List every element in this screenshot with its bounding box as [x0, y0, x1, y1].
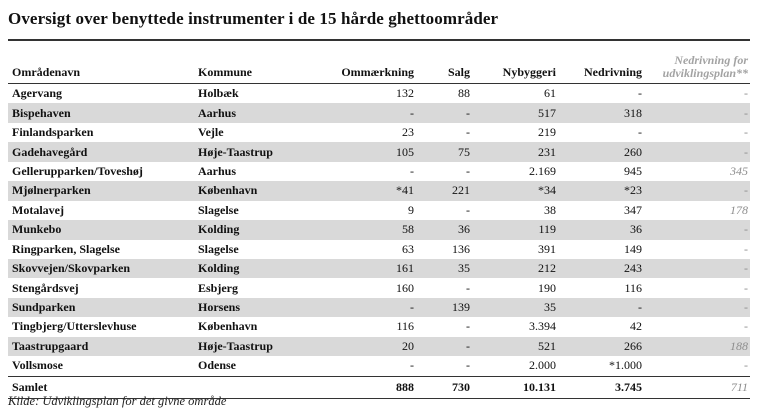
header-kommune: Kommune [194, 44, 300, 84]
table-row [8, 123, 750, 142]
total-label: Samlet [8, 376, 194, 398]
cell-salg: 35 [418, 259, 474, 278]
header-ommaerkning: Ommærkning [300, 44, 418, 84]
table-header-row [8, 44, 750, 84]
cell-nedrivning: *1.000 [560, 356, 646, 376]
cell-ommaerkning: - [300, 103, 418, 122]
cell-nedrivning-plan: - [646, 181, 750, 200]
total-nybyggeri: 10.131 [474, 376, 560, 398]
cell-nedrivning-plan: - [646, 356, 750, 376]
cell-nedrivning: 116 [624, 280, 642, 295]
table-body [8, 84, 750, 377]
header-nedrivning-udviklingsplan [646, 44, 750, 84]
cell-nedrivning: - [638, 86, 642, 101]
cell-nedrivning: 318 [560, 103, 646, 122]
table-row [8, 278, 750, 297]
header-nedrivning: Nedrivning [560, 44, 646, 84]
cell-salg: - [466, 125, 470, 140]
cell-kommune: Aarhus [194, 103, 300, 122]
total-ommaerkning: 888 [300, 376, 418, 398]
table-row [8, 84, 750, 104]
cell-salg: - [418, 337, 474, 356]
table-row [8, 103, 750, 122]
cell-omraade: Finlandsparken [12, 125, 94, 140]
cell-salg: 221 [418, 181, 474, 200]
cell-ommaerkning: - [300, 298, 418, 317]
cell-omraade: Gadehavegård [8, 142, 194, 161]
cell-nedrivning: - [638, 125, 642, 140]
cell-nedrivning-plan: - [744, 241, 748, 256]
cell-nedrivning: 243 [560, 259, 646, 278]
cell-nedrivning-plan: - [646, 298, 750, 317]
cell-nybyggeri: 35 [474, 298, 560, 317]
cell-nybyggeri: 521 [474, 337, 560, 356]
cell-ommaerkning: *41 [300, 181, 418, 200]
cell-salg: 88 [458, 86, 470, 101]
table-row [8, 240, 750, 259]
cell-omraade: Motalavej [12, 202, 64, 217]
cell-nedrivning: 347 [624, 202, 642, 217]
cell-kommune: Slagelse [198, 241, 239, 256]
cell-salg: 136 [452, 241, 470, 256]
header-nybyggeri: Nybyggeri [474, 44, 560, 84]
cell-kommune: Vejle [198, 125, 224, 140]
cell-salg: - [418, 356, 474, 376]
cell-nybyggeri: *34 [474, 181, 560, 200]
cell-kommune: Kolding [194, 220, 300, 239]
cell-omraade: Munkebo [8, 220, 194, 239]
cell-omraade: Skovvejen/Skovparken [8, 259, 194, 278]
cell-nedrivning: 42 [630, 319, 642, 334]
table-row [8, 201, 750, 220]
cell-nedrivning: *23 [560, 181, 646, 200]
cell-kommune: Slagelse [198, 202, 239, 217]
header-plan-line1: Nedrivning for [674, 53, 748, 67]
cell-nedrivning: 260 [560, 142, 646, 161]
cell-nybyggeri: 212 [474, 259, 560, 278]
cell-nybyggeri: 3.394 [529, 319, 556, 334]
header-omraade: Områdenavn [8, 44, 194, 84]
cell-kommune: Høje-Taastrup [194, 337, 300, 356]
cell-nedrivning: 266 [560, 337, 646, 356]
cell-nedrivning-plan: - [744, 319, 748, 334]
cell-nedrivning: - [560, 298, 646, 317]
total-salg: 730 [418, 376, 474, 398]
cell-kommune: Høje-Taastrup [194, 142, 300, 161]
cell-salg: - [466, 319, 470, 334]
cell-ommaerkning: 160 [396, 280, 414, 295]
cell-nybyggeri: 190 [538, 280, 556, 295]
total-plan: 711 [646, 376, 750, 398]
cell-salg: 75 [418, 142, 474, 161]
cell-salg: - [466, 163, 470, 178]
cell-salg: - [418, 103, 474, 122]
cell-nedrivning-plan: - [744, 125, 748, 140]
cell-nybyggeri: 61 [544, 86, 556, 101]
cell-nedrivning-plan: - [646, 142, 750, 161]
cell-ommaerkning: 63 [402, 241, 414, 256]
cell-omraade: Sundparken [8, 298, 194, 317]
cell-kommune: København [198, 319, 258, 334]
cell-omraade: Stengårdsvej [12, 280, 79, 295]
cell-salg: - [466, 202, 470, 217]
cell-omraade: Vollsmose [8, 356, 194, 376]
cell-nybyggeri: 517 [474, 103, 560, 122]
cell-nedrivning-plan: 178 [730, 202, 748, 217]
cell-kommune: Kolding [194, 259, 300, 278]
cell-ommaerkning: 58 [300, 220, 418, 239]
table-row [8, 356, 750, 376]
cell-ommaerkning: 105 [300, 142, 418, 161]
source-note: Kilde: Udviklingsplan for det givne område [8, 394, 227, 408]
cell-nedrivning-plan: - [646, 103, 750, 122]
cell-kommune: Esbjerg [198, 280, 238, 295]
total-nedrivning: 3.745 [560, 376, 646, 398]
table-row [8, 317, 750, 336]
cell-ommaerkning: - [410, 163, 414, 178]
cell-ommaerkning: 161 [300, 259, 418, 278]
cell-omraade: Bispehaven [8, 103, 194, 122]
top-rule [8, 39, 750, 41]
cell-nybyggeri: 391 [538, 241, 556, 256]
cell-nedrivning: 945 [624, 163, 642, 178]
instruments-table [8, 44, 750, 399]
cell-ommaerkning: - [300, 356, 418, 376]
cell-nedrivning-plan: 345 [730, 163, 748, 178]
table-row [8, 259, 750, 278]
table-row [8, 220, 750, 239]
cell-salg: 36 [418, 220, 474, 239]
table-row [8, 181, 750, 200]
cell-nedrivning-plan: - [744, 86, 748, 101]
cell-nedrivning-plan: - [646, 259, 750, 278]
cell-omraade: Taastrupgaard [8, 337, 194, 356]
cell-nybyggeri: 231 [474, 142, 560, 161]
cell-nedrivning: 149 [624, 241, 642, 256]
cell-kommune: Horsens [194, 298, 300, 317]
cell-nedrivning: 36 [560, 220, 646, 239]
cell-nybyggeri: 2.000 [474, 356, 560, 376]
cell-ommaerkning: 23 [402, 125, 414, 140]
header-plan-line2: udviklingsplan** [662, 66, 748, 80]
cell-omraade: Tingbjerg/Utterslevhuse [12, 319, 137, 334]
cell-nybyggeri: 119 [474, 220, 560, 239]
cell-kommune: Holbæk [198, 86, 239, 101]
table-row [8, 337, 750, 356]
cell-ommaerkning: 9 [408, 202, 414, 217]
cell-nedrivning-plan: - [646, 220, 750, 239]
table-row [8, 142, 750, 161]
cell-kommune: Aarhus [198, 163, 237, 178]
page-title: Oversigt over benyttede instrumenter i de 15 hårde ghettoområder [8, 9, 499, 28]
cell-ommaerkning: 20 [300, 337, 418, 356]
header-salg: Salg [418, 44, 474, 84]
cell-salg: 139 [418, 298, 474, 317]
cell-nybyggeri: 2.169 [529, 163, 556, 178]
cell-nedrivning-plan: - [744, 280, 748, 295]
cell-omraade: Ringparken, Slagelse [12, 241, 121, 256]
cell-omraade: Mjølnerparken [8, 181, 194, 200]
cell-ommaerkning: 116 [396, 319, 414, 334]
cell-nybyggeri: 38 [544, 202, 556, 217]
table-row [8, 162, 750, 181]
cell-ommaerkning: 132 [396, 86, 414, 101]
cell-kommune: Odense [194, 356, 300, 376]
cell-nybyggeri: 219 [538, 125, 556, 140]
cell-nedrivning-plan: 188 [646, 337, 750, 356]
cell-salg: - [466, 280, 470, 295]
cell-omraade: Agervang [12, 86, 62, 101]
cell-kommune: København [194, 181, 300, 200]
cell-omraade: Gellerupparken/Toveshøj [12, 163, 143, 178]
table-row [8, 298, 750, 317]
